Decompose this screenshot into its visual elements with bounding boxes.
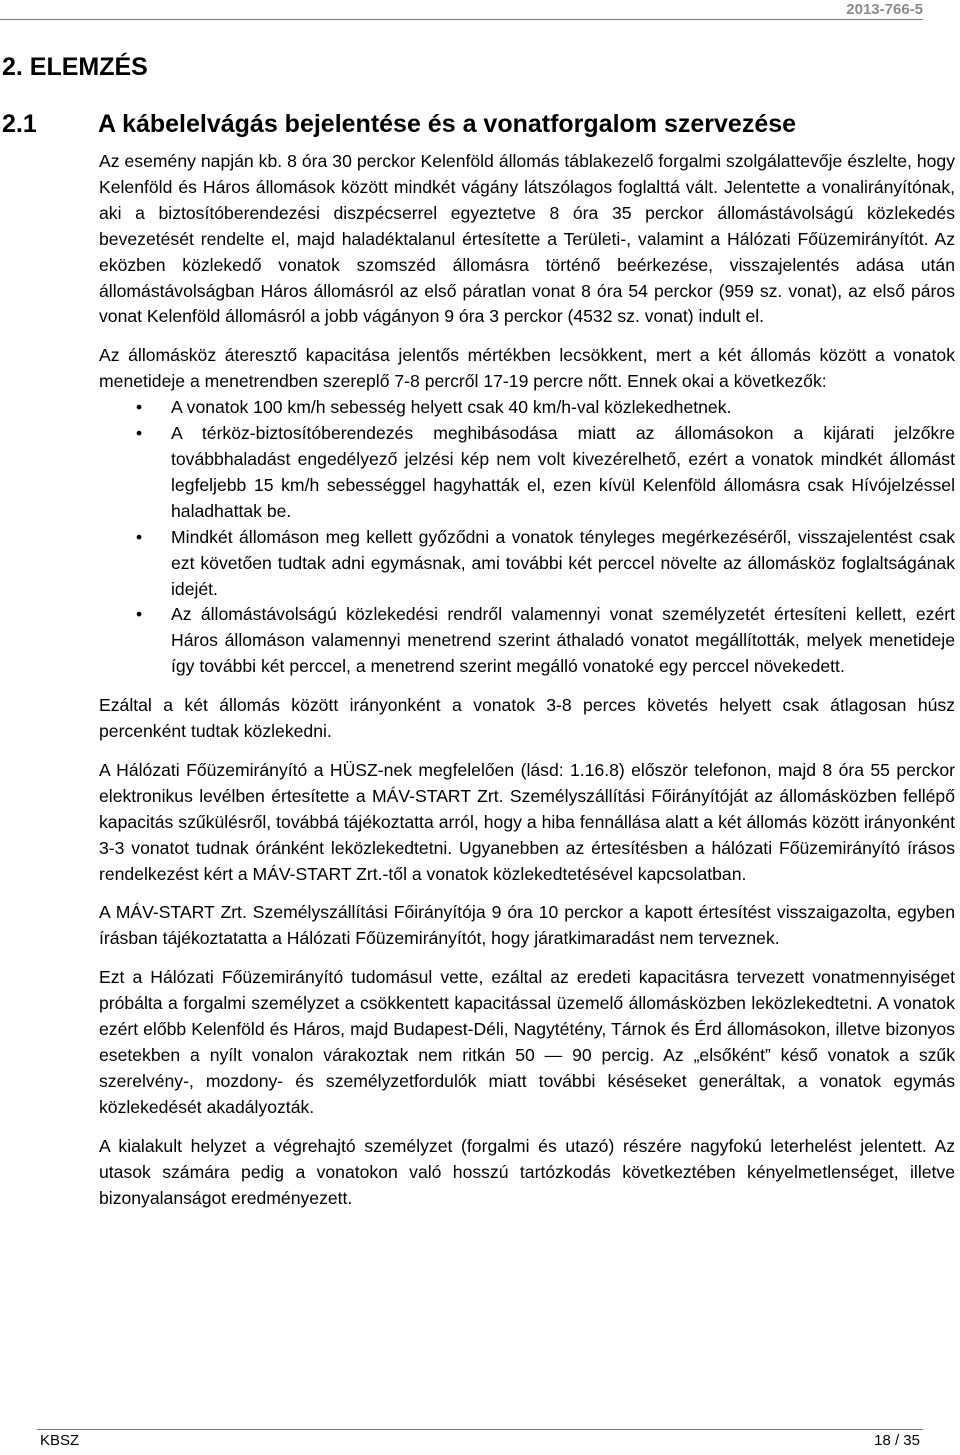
list-item-text: Az állomástávolságú közlekedési rendről valamennyi vonat személyzetét értesíteni kellett, ezért Háros állomáson valamennyi menetrend szerint áthaladó vonatot megállították, melyek menetideje így további két perccel, a menetrend szerint megálló vonatoké egy perccel növekedett.: [171, 604, 955, 677]
section-number: 2.1: [2, 110, 37, 138]
paragraph: A Hálózati Főüzemirányító a HÜSZ-nek megfelelően (lásd: 1.16.8) először telefonon, majd 8 óra 55 perckor elektronikus levélben értesítette a MÁV-START Zrt. Személyszállítási Főirányítóját az állomásközben fellépő kapacitás szűkülésről, továbbá tájékoztatta arról, hogy a hiba fennállása alatt a két állomás között irányonként 3-3 vonatot tudnak óránként leközlekedtetni. Ugyanebben az értesítésben a hálózati Főüzemirányító írásos rendelkezést kért a MÁV-START Zrt.-től a vonatok közlekedtetésével kapcsolatban.: [99, 759, 955, 884]
paragraph: A kialakult helyzet a végrehajtó személyzet (forgalmi és utazó) részére nagyfokú leterhelést jelentett. Az utasok számára pedig a vonatokon való hosszú tartózkodás következtében kényelmetlenséget, illetve bizonyalanságot eredményezett.: [99, 1135, 955, 1208]
chapter-heading: 2. ELEMZÉS: [2, 53, 148, 81]
bullet-icon: •: [136, 423, 143, 444]
list-item: [99, 525, 955, 603]
section-title: A kábelelvágás bejelentése és a vonatforgalom szervezése: [98, 110, 797, 138]
bullet-icon: •: [136, 526, 143, 547]
page-number: 18 / 35: [874, 1432, 920, 1449]
paragraph: Az állomásköz áteresztő kapacitása jelentős mértékben lecsökkent, mert a két állomás között a vonatok menetideje a menetrendben szereplő 7-8 percről 17-19 percre nőtt. Ennek okai a következők:: [99, 345, 955, 392]
list-item: [99, 602, 955, 680]
bullet-icon: •: [136, 397, 143, 418]
list-item-text: A vonatok 100 km/h sebesség helyett csak 40 km/h-val közlekedhetnek.: [171, 397, 732, 418]
list-item-text: Mindkét állomáson meg kellett győződni a vonatok tényleges megérkezéséről, visszajelentést csak ezt követően tudtak adni egymásnak, ami további két perccel növelte az állomásköz foglaltságának idejét.: [171, 526, 955, 599]
paragraph: Az esemény napján kb. 8 óra 30 perckor Kelenföld állomás táblakezelő forgalmi szolgálattevője észlelte, hogy Kelenföld és Háros állomások között mindkét vágány látszólagos foglalttá vált. Jelentette a vonalirányítónak, aki a biztosítóberendezési diszpécserrel egyeztetve 8 óra 35 perckor állomástávolságú közlekedés bevezetését rendelte el, majd haladéktalanul értesítette a Területi-, valamint a Hálózati Főüzemirányítót. Az eközben közlekedő vonatok szomszéd állomásra történő beérkezése, visszajelentés adása után állomástávolságban Háros állomásról az első páratlan vonat 8 óra 54 perckor (959 sz. vonat), az első páros vonat Kelenföld állomásról a jobb vágányon 9 óra 3 perckor (4532 sz. vonat) indult el.: [99, 151, 955, 327]
list-item: [99, 395, 955, 421]
footer-organization: KBSZ: [40, 1432, 80, 1449]
paragraph: Ezt a Hálózati Főüzemirányító tudomásul vette, ezáltal az eredeti kapacitásra tervezett vonatmennyiséget próbálta a forgalmi személyzet a csökkentett kapacitással üzemelő állomásközben leközlekedtetni. A vonatok ezért előbb Kelenföld és Háros, majd Budapest-Déli, Nagytétény, Tárnok és Érd állomásokon, illetve bizonyos esetekben a nyílt vonalon várakoztak nem ritkán 50 — 90 percig. Az „elsőként” késő vonatok a szűk szerelvény-, mozdony- és személyzetfordulók miatt további késéseket generáltak, a vonatok egymás közlekedését akadályozták.: [99, 967, 955, 1117]
list-item: [99, 421, 955, 525]
reasons-list: [99, 395, 955, 680]
paragraph: A MÁV-START Zrt. Személyszállítási Főirányítója 9 óra 10 perckor a kapott értesítést visszaigazolta, egyben írásban tájékoztatatta a Hálózati Főüzemirányítót, hogy járatkimaradást nem terveznek.: [99, 902, 955, 949]
body-text: [99, 149, 955, 1224]
document-id: 2013-766-5: [846, 1, 923, 18]
section-heading: [2, 110, 796, 139]
header-divider: [0, 19, 923, 20]
list-item-text: A térköz-biztosítóberendezés meghibásodása miatt az állomásokon a kijárati jelzőkre továbbhaladást engedélyező jelzési kép nem volt kivezérelhető, ezért a vonatok mindkét állomást legfeljebb 15 km/h sebességgel hagyhatták el, ezen kívül Kelenföld állomásra csak Hívójelzéssel haladhattak be.: [171, 423, 955, 521]
footer-divider: [37, 1429, 923, 1430]
paragraph: Ezáltal a két állomás között irányonként a vonatok 3-8 perces követés helyett csak átlagosan húsz percenként tudtak közlekedni.: [99, 695, 955, 742]
bullet-icon: •: [136, 604, 143, 625]
